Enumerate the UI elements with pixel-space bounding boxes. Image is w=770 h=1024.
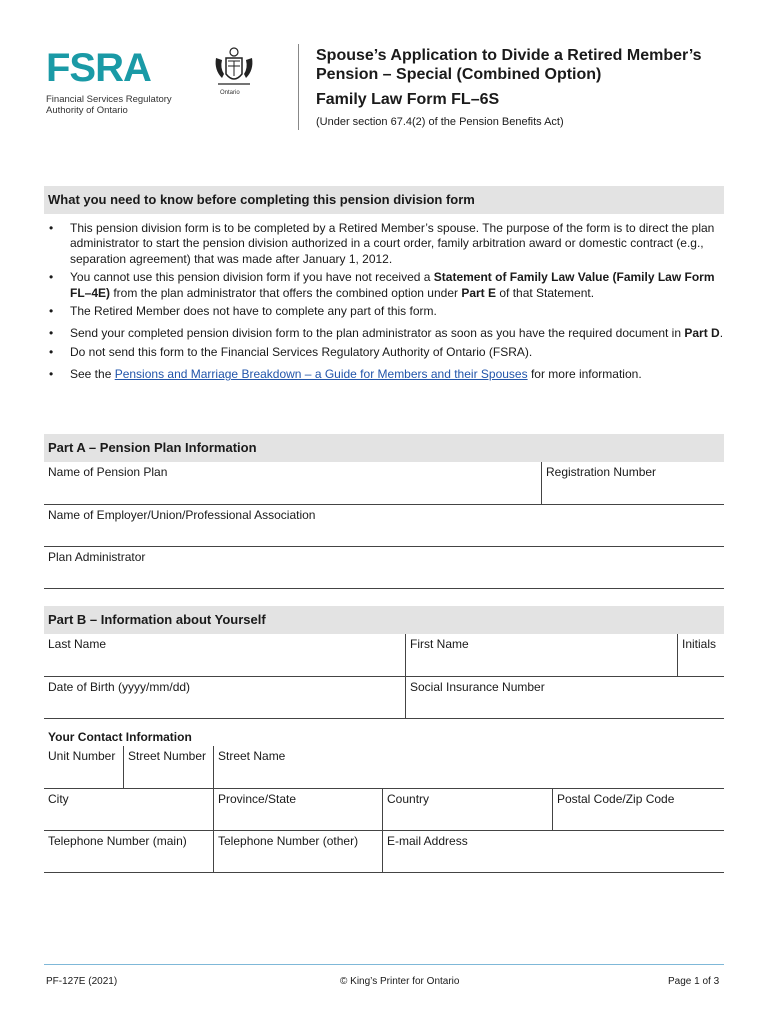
header-divider [298,44,299,130]
b6-text: See the [70,367,115,382]
b2-mid: from the plan administrator that offers the combined option under [110,285,462,300]
intro-heading: What you need to know before completing this pension division form [44,186,724,214]
bullet-do-not-send: • Do not send this form to the Financial Services Regulatory Authority of Ontario (FSRA). [44,345,724,360]
b2-bold1: Statement of Family Law Value (Family Law Form FL–4E) [70,270,715,300]
document-header [44,40,734,135]
logo-sub-line1: Financial Services Regulatory [46,94,172,105]
form-legal-basis: (Under section 67.4(2) of the Pension Benefits Act) [316,116,564,128]
crest-label: Ontario [220,90,240,96]
fsra-logo-subtitle [46,94,172,116]
b2-bold2: Part E [461,285,497,300]
city-field[interactable]: City [44,789,214,831]
bullet-purpose: • This pension division form is to be completed by a Retired Member’s spouse. The purpose of the form is to direct the plan administrator to start the pension division authorized in a court order, family arbitration award or domestic contract (e.g., separation agreement) that was made after January 1, 2012. [44,221,724,267]
ontario-crest-icon [208,44,260,96]
b4-post: . [719,326,724,341]
contact-info-heading: Your Contact Information [48,730,192,744]
guide-link[interactable]: Pensions and Marriage Breakdown – a Guide for Members and their Spouses [114,367,528,382]
b4-bold: Part D [684,326,720,341]
street-name-field[interactable]: Street Name [214,746,724,789]
telephone-main-field[interactable]: Telephone Number (main) [44,831,214,873]
part-b-heading: Part B – Information about Yourself [44,606,724,634]
registration-number-field[interactable]: Registration Number [542,462,724,505]
street-number-field[interactable]: Street Number [124,746,214,789]
intro-bullets [44,221,724,386]
telephone-other-field[interactable]: Telephone Number (other) [214,831,383,873]
country-field[interactable]: Country [383,789,553,831]
bullet-retired-member: • The Retired Member does not have to complete any part of this form. [44,304,724,319]
first-name-field[interactable]: First Name [406,634,678,677]
form-title: Spouse’s Application to Divide a Retired Member’s Pension – Special (Combined Option) [316,47,702,83]
copyright: © King’s Printer for Ontario [340,976,460,987]
b6-post: for more information. [527,367,642,382]
unit-number-field[interactable]: Unit Number [44,746,124,789]
b2-text: You cannot use this pension division form if you have not received a [70,270,434,285]
pension-plan-name-field[interactable]: Name of Pension Plan [44,462,542,505]
plan-administrator-field[interactable]: Plan Administrator [44,547,724,589]
province-field[interactable]: Province/State [214,789,383,831]
logo-sub-line2: Authority of Ontario [46,105,128,116]
date-of-birth-field[interactable]: Date of Birth (yyyy/mm/dd) [44,677,406,719]
b2-post: of that Statement. [496,285,595,300]
part-a-heading: Part A – Pension Plan Information [44,434,724,462]
fsra-logo: FSRA [46,46,151,90]
form-code: PF-127E (2021) [46,976,118,987]
bullet-statement-required [44,270,724,301]
form-number: Family Law Form FL–6S [316,91,500,108]
postal-code-field[interactable]: Postal Code/Zip Code [553,789,724,831]
b4-text: Send your completed pension division form to the plan administrator as soon as you have the required document in [70,326,685,341]
email-field[interactable]: E-mail Address [383,831,724,873]
bullet-send-form [44,326,724,341]
initials-field[interactable]: Initials [678,634,724,677]
employer-name-field[interactable]: Name of Employer/Union/Professional Association [44,505,724,547]
bullet-see-guide [44,367,724,382]
footer-divider [44,964,724,965]
sin-field[interactable]: Social Insurance Number [406,677,724,719]
page-number: Page 1 of 3 [668,976,720,987]
last-name-field[interactable]: Last Name [44,634,406,677]
